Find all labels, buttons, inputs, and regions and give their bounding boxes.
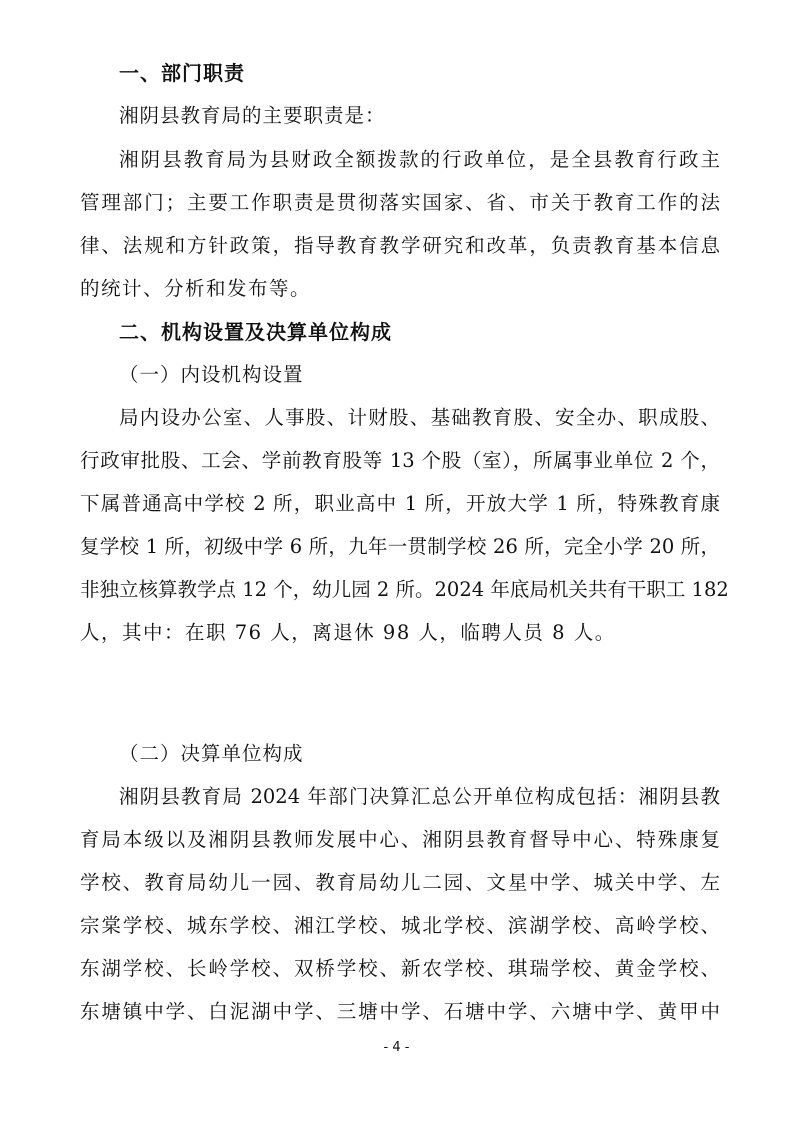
- paragraph-line: 人，其中：在职 76 人，离退休 98 人，临聘人员 8 人。: [80, 621, 616, 644]
- paragraph-line: 律、法规和方针政策，指导教育教学研究和改革，负责教育基本信息: [80, 234, 720, 257]
- paragraph-line: 非独立核算教学点 12 个，幼儿园 2 所。2024 年底局机关共有干职工 182: [80, 578, 729, 601]
- paragraph-line: 复学校 1 所，初级中学 6 所，九年一贯制学校 26 所，完全小学 20 所，: [80, 535, 720, 558]
- paragraph-line: 下属普通高中学校 2 所，职业高中 1 所，开放大学 1 所，特殊教育康: [80, 492, 720, 515]
- paragraph-line: 湘阴县教育局 2024 年部门决算汇总公开单位构成包括：湘阴县教: [119, 785, 720, 808]
- duties-intro: 湘阴县教育局的主要职责是：: [119, 104, 386, 127]
- paragraph-line: 的统计、分析和发布等。: [80, 277, 312, 300]
- paragraph-line: 东塘镇中学、白泥湖中学、三塘中学、石塘中学、六塘中学、黄甲中: [80, 1000, 720, 1023]
- paragraph-line: 湘阴县教育局为县财政全额拨款的行政单位，是全县教育行政主: [119, 148, 720, 171]
- section-heading-duties: 一、部门职责: [119, 61, 245, 85]
- paragraph-line: 学校、教育局幼儿一园、教育局幼儿二园、文星中学、城关中学、左: [80, 871, 720, 894]
- section-heading-structure: 二、机构设置及决算单位构成: [119, 320, 392, 344]
- subheading-budget-units: （二）决算单位构成: [119, 742, 304, 765]
- paragraph-line: 东湖学校、长岭学校、双桥学校、新农学校、琪瑞学校、黄金学校、: [80, 957, 720, 980]
- paragraph-line: 管理部门；主要工作职责是贯彻落实国家、省、市关于教育工作的法: [80, 191, 720, 214]
- paragraph-line: 局内设办公室、人事股、计财股、基础教育股、安全办、职成股、: [119, 406, 720, 429]
- paragraph-line: 育局本级以及湘阴县教师发展中心、湘阴县教育督导中心、特殊康复: [80, 828, 720, 851]
- paragraph-line: 宗棠学校、城东学校、湘江学校、城北学校、滨湖学校、高岭学校、: [80, 914, 720, 937]
- paragraph-line: 行政审批股、工会、学前教育股等 13 个股（室），所属事业单位 2 个，: [80, 449, 720, 472]
- subheading-internal-structure: （一）内设机构设置: [119, 363, 304, 386]
- page-number: - 4 -: [383, 1040, 410, 1055]
